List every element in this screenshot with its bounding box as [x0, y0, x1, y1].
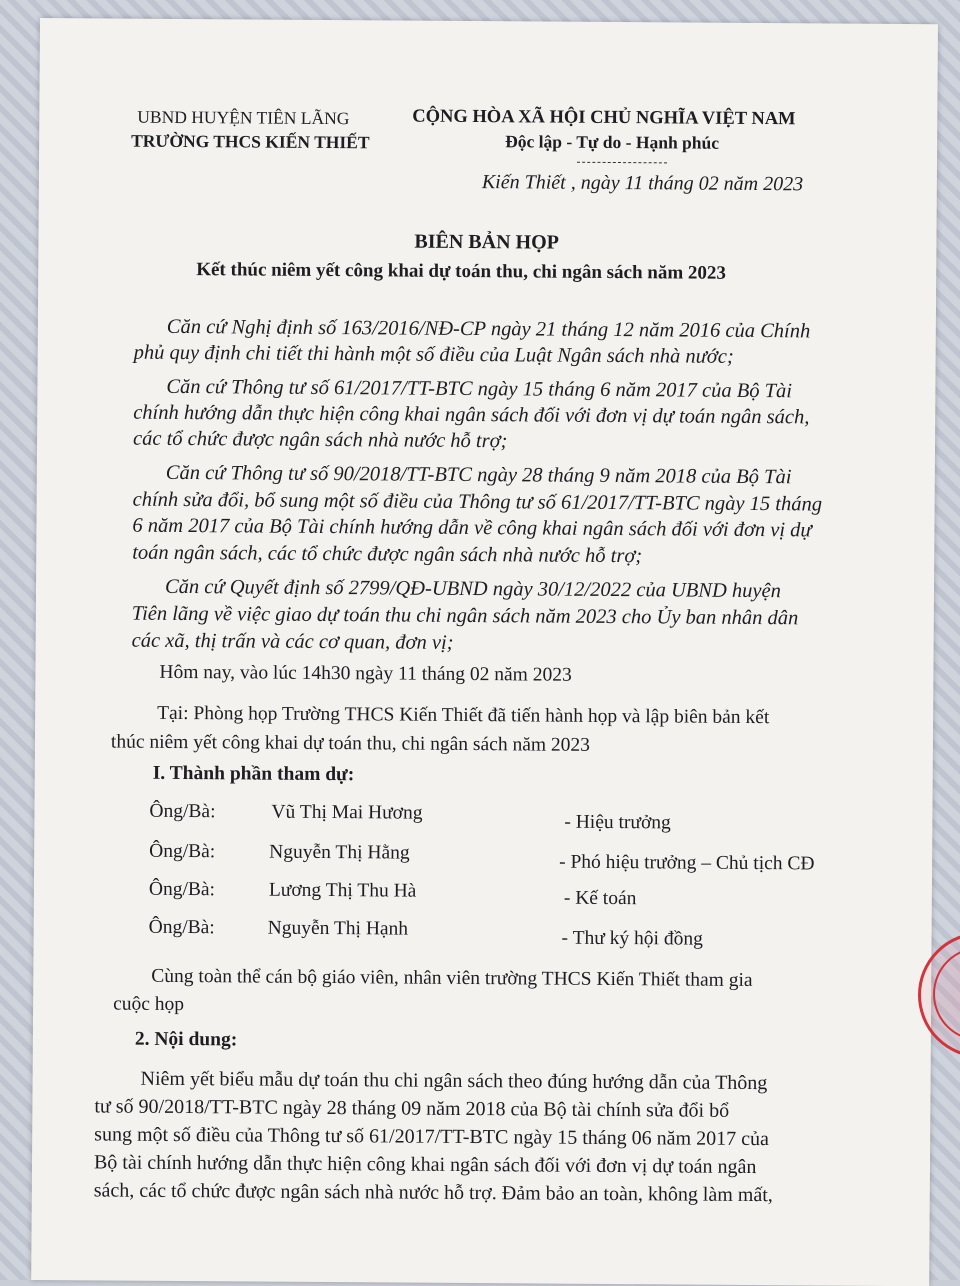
attendee-name: Nguyễn Thị Hạnh [267, 917, 409, 940]
basis-3-line: Căn cứ Thông tư số 90/2018/TT-BTC ngày 28 tháng 9 năm 2018 của Bộ Tài [165, 461, 792, 489]
org-line-2: TRƯỜNG THCS KIẾN THIẾT [131, 130, 370, 153]
basis-2-line: Căn cứ Thông tư số 61/2017/TT-BTC ngày 15 tháng 6 năm 2017 của Bộ Tài [166, 375, 793, 403]
basis-4-line: các xã, thị trấn và các cơ quan, đơn vị; [131, 629, 454, 654]
basis-3-line: 6 năm 2017 của Bộ Tài chính hướng dẫn về công khai ngân sách đối với đơn vị dự [132, 514, 812, 542]
motto-underline [577, 162, 667, 164]
nation-line-2: Độc lập - Tự do - Hạnh phúc [505, 131, 720, 153]
attendance-note-line: cuộc họp [113, 993, 185, 1016]
attendee-role: - Hiệu trưởng [564, 811, 671, 834]
document-title: BIÊN BẢN HỌP [414, 230, 559, 254]
basis-3-line: chính sửa đổi, bổ sung một số điều của Thông tư số 61/2017/TT-BTC ngày 15 tháng [132, 488, 823, 515]
section-1-heading: I. Thành phần tham dự: [152, 762, 355, 786]
basis-2 [133, 374, 810, 457]
attendee-prefix: Ông/Bà: [148, 878, 216, 901]
attendee-name: Lương Thị Thu Hà [268, 879, 417, 902]
basis-3-line: toán ngân sách, các tổ chức được ngân sách nhà nước hỗ trợ; [132, 541, 643, 567]
attendee-prefix: Ông/Bà: [149, 840, 216, 863]
content-line: sung một số điều của Thông tư số 61/2017/TT-BTC ngày 15 tháng 06 năm 2017 của [94, 1123, 769, 1151]
attendee-name: Vũ Thị Mai Hương [271, 801, 423, 824]
basis-1-line: Căn cứ Nghị định số 163/2016/NĐ-CP ngày 21 tháng 12 năm 2016 của Chính [166, 315, 811, 343]
basis-4-line: Tiên lãng về việc giao dự toán thu chi ngân sách năm 2023 cho Ủy ban nhân dân [131, 602, 799, 630]
attendee-name: Nguyễn Thị Hằng [269, 841, 410, 864]
location-line: Tại: Phòng họp Trường THCS Kiến Thiết đã tiến hành họp và lập biên bản kết [157, 702, 770, 729]
basis-2-line: các tổ chức được ngân sách nhà nước hỗ trợ; [132, 427, 508, 453]
basis-4 [132, 574, 799, 660]
attendee-prefix: Ông/Bà: [149, 800, 216, 823]
official-seal-inner [933, 947, 960, 1041]
nation-line-1: CỘNG HÒA XÃ HỘI CHỦ NGHĨA VIỆT NAM [412, 106, 796, 130]
basis-3 [132, 460, 822, 571]
basis-2-line: chính hướng dẫn thực hiện công khai ngân sách đối với đơn vị dự toán ngân sách, [133, 401, 810, 429]
content-line: Niêm yết biểu mẫu dự toán thu chi ngân sách theo đúng hướng dẫn của Thông [140, 1067, 768, 1095]
basis-1 [134, 314, 811, 371]
content-line: tư số 90/2018/TT-BTC ngày 28 tháng 09 năm 2018 của Bộ tài chính sửa đổi bổ [94, 1095, 730, 1122]
basis-1-line: phủ quy định chi tiết thi hành một số điều của Luật Ngân sách nhà nước; [133, 341, 734, 368]
attendee-role: - Thư ký hội đồng [561, 927, 703, 950]
content-paragraph [94, 1064, 774, 1209]
attendance-note [113, 963, 753, 1023]
meeting-location [111, 699, 770, 762]
org-line-1: UBND HUYỆN TIÊN LÃNG [137, 106, 350, 129]
location-line: thúc niêm yết công khai dự toán thu, chi ngân sách năm 2023 [110, 731, 591, 756]
content-line: sách, các tổ chức được ngân sách nhà nước hỗ trợ. Đảm bảo an toàn, không làm mất, [93, 1179, 773, 1207]
place-date: Kiến Thiết , ngày 11 tháng 02 năm 2023 [481, 171, 804, 196]
content-line: Bộ tài chính hướng dẫn thực hiện công khai ngân sách đối với đơn vị dự toán ngân [93, 1151, 757, 1179]
attendee-role: - Phó hiệu trưởng – Chủ tịch CĐ [559, 851, 815, 875]
attendance-note-line: Cùng toàn thể cán bộ giáo viên, nhân viên trường THCS Kiến Thiết tham gia [151, 965, 753, 991]
attendee-role: - Kế toán [563, 887, 637, 910]
section-2-heading: 2. Nội dung: [134, 1028, 238, 1051]
attendee-prefix: Ông/Bà: [148, 916, 215, 939]
meeting-time: Hôm nay, vào lúc 14h30 ngày 11 tháng 02 năm 2023 [159, 661, 572, 686]
document-page [31, 18, 938, 1286]
basis-4-line: Căn cứ Quyết định số 2799/QĐ-UBND ngày 30/12/2022 của UBND huyện [164, 575, 781, 603]
document-subtitle: Kết thúc niêm yết công khai dự toán thu, chi ngân sách năm 2023 [196, 259, 727, 284]
